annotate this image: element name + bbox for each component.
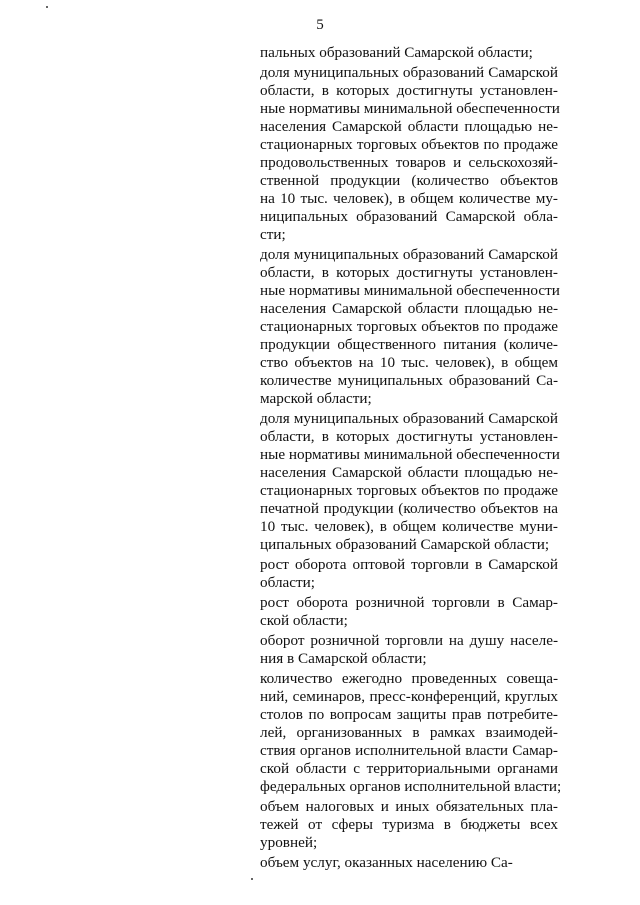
document-body <box>260 44 562 874</box>
text-line: ственной продукции (количество объектов <box>260 172 558 189</box>
list-item <box>260 64 558 244</box>
text-line: ской области с территориальными органами <box>260 760 558 777</box>
text-line: области, в которых достигнуты установлен- <box>260 428 558 445</box>
scan-speck <box>46 6 48 8</box>
text-line: марской области; <box>260 390 372 407</box>
text-line: объем услуг, оказанных населению Са- <box>260 854 513 871</box>
text-line: ные нормативы минимальной обеспеченности <box>260 100 560 117</box>
text-line: ные нормативы минимальной обеспеченности <box>260 282 560 299</box>
text-line: области, в которых достигнуты установлен- <box>260 264 558 281</box>
text-line: количество ежегодно проведенных совеща- <box>260 670 558 687</box>
text-line: пальных образований Самарской области; <box>260 44 533 61</box>
list-item <box>260 556 558 592</box>
list-item <box>260 854 558 872</box>
text-line: ния в Самарской области; <box>260 650 427 667</box>
text-line: сти; <box>260 226 286 243</box>
list-item <box>260 670 562 796</box>
text-line: ской области; <box>260 612 348 629</box>
text-line: лей, организованных в рамках взаимодей- <box>260 724 558 741</box>
text-line: стационарных торговых объектов по продаже <box>260 136 558 153</box>
text-line: ний, семинаров, пресс-конференций, круглых <box>260 688 558 705</box>
text-line: ные нормативы минимальной обеспеченности <box>260 446 560 463</box>
text-line: на 10 тыс. человек), в общем количестве му- <box>260 190 558 207</box>
text-line: 10 тыс. человек), в общем количестве муни- <box>260 518 558 535</box>
list-item <box>260 246 558 408</box>
list-item <box>260 798 558 852</box>
text-line: населения Самарской области площадью не- <box>260 118 558 135</box>
text-line: стационарных торговых объектов по продаже <box>260 318 558 335</box>
text-line: области, в которых достигнуты установлен- <box>260 82 558 99</box>
text-line: столов по вопросам защиты прав потребите- <box>260 706 558 723</box>
text-line: ципальных образований Самарской области; <box>260 536 550 553</box>
text-line: области; <box>260 574 315 591</box>
text-line: продовольственных товаров и сельскохозяй- <box>260 154 558 171</box>
list-item <box>260 594 558 630</box>
text-line: уровней; <box>260 834 318 851</box>
text-line: оборот розничной торговли на душу населе- <box>260 632 558 649</box>
text-line: рост оборота розничной торговли в Самар- <box>260 594 558 611</box>
text-line: доля муниципальных образований Самарской <box>260 410 558 427</box>
text-line: количестве муниципальных образований Са- <box>260 372 558 389</box>
text-line: населения Самарской области площадью не- <box>260 300 558 317</box>
text-line: федеральных органов исполнительной власти; <box>260 778 562 795</box>
text-line: доля муниципальных образований Самарской <box>260 246 558 263</box>
text-line: рост оборота оптовой торговли в Самарской <box>260 556 558 573</box>
text-line: доля муниципальных образований Самарской <box>260 64 558 81</box>
text-line: продукции общественного питания (количе- <box>260 336 558 353</box>
text-line: печатной продукции (количество объектов на <box>260 500 558 517</box>
text-line: ствия органов исполнительной власти Самар- <box>260 742 558 759</box>
scan-speck <box>251 878 253 880</box>
text-line: объем налоговых и иных обязательных пла- <box>260 798 558 815</box>
text-line: тежей от сферы туризма в бюджеты всех <box>260 816 558 833</box>
list-item <box>260 44 558 62</box>
list-item <box>260 410 558 554</box>
text-line: населения Самарской области площадью не- <box>260 464 558 481</box>
text-line: стационарных торговых объектов по продаже <box>260 482 558 499</box>
text-line: ниципальных образований Самарской обла- <box>260 208 558 225</box>
list-item <box>260 632 558 668</box>
page-number: 5 <box>316 17 324 33</box>
text-line: ство объектов на 10 тыс. человек), в общем <box>260 354 558 371</box>
